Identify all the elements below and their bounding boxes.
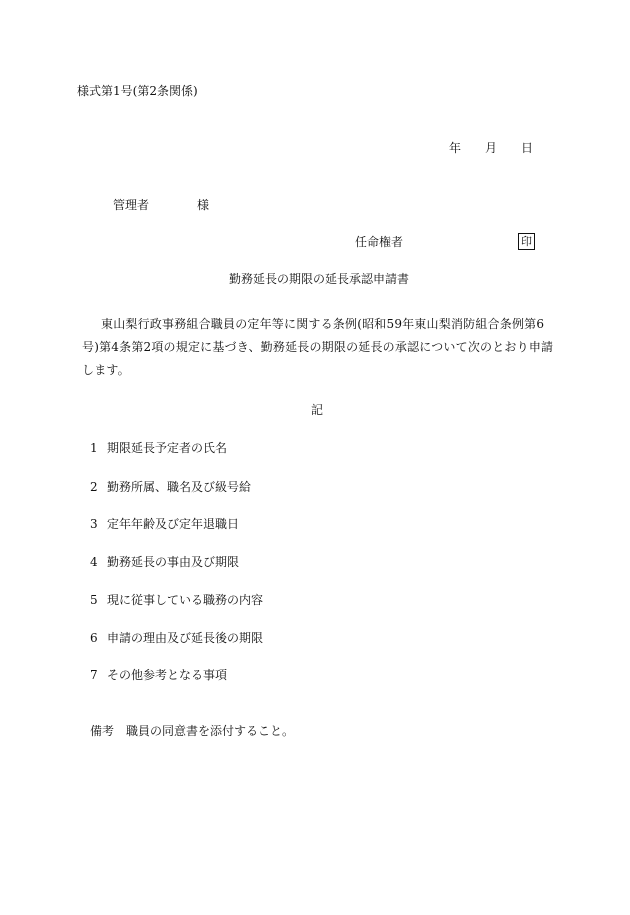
date-year: 年 [449, 141, 462, 155]
item-number: 2 [90, 480, 98, 494]
body-paragraph: 東山梨行政事務組合職員の定年等に関する条例(昭和59年東山梨消防組合条例第6号)第4条第2項の規定に基づき、勤務延長の期限の延長の承認について次のとおり申請します。 [82, 317, 554, 377]
list-item [90, 556, 239, 568]
list-item [90, 594, 263, 606]
item-number: 6 [90, 631, 98, 645]
list-item [90, 518, 239, 530]
form-number: 様式第1号(第2条関係) [77, 84, 198, 98]
item-number: 7 [90, 668, 98, 682]
date-line [449, 142, 533, 154]
note-text: 職員の同意書を添付すること。 [126, 724, 295, 738]
list-item [90, 481, 251, 493]
item-number: 4 [90, 555, 98, 569]
date-day: 日 [521, 141, 534, 155]
note-label: 備考 [90, 724, 115, 738]
item-text: その他参考となる事項 [107, 668, 228, 682]
item-number: 1 [90, 441, 98, 455]
ki-heading: 記 [311, 403, 324, 417]
date-month: 月 [485, 141, 498, 155]
seal-mark: 印 [518, 233, 535, 250]
item-text: 期限延長予定者の氏名 [107, 441, 228, 455]
addressee-title: 管理者 [113, 198, 150, 212]
item-number: 5 [90, 593, 98, 607]
item-number: 3 [90, 517, 98, 531]
item-text: 定年年齢及び定年退職日 [107, 517, 240, 531]
appointer-label: 任命権者 [355, 235, 404, 249]
item-text: 現に従事している職務の内容 [107, 593, 264, 607]
addressee-suffix: 様 [197, 198, 210, 212]
addressee-line [113, 199, 209, 211]
item-text: 勤務所属、職名及び級号給 [107, 480, 252, 494]
note-line [90, 725, 294, 737]
item-text: 申請の理由及び延長後の期限 [107, 631, 264, 645]
list-item [90, 442, 227, 454]
list-item [90, 632, 263, 644]
list-item [90, 669, 227, 681]
document-title: 勤務延長の期限の延長承認申請書 [229, 272, 410, 286]
item-text: 勤務延長の事由及び期限 [107, 555, 240, 569]
